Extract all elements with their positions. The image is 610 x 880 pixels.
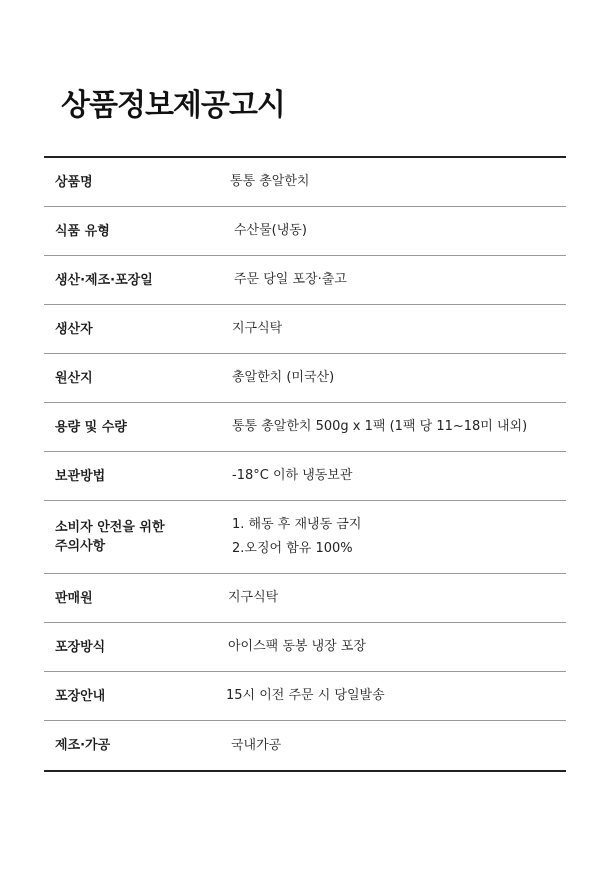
- row-value: 주문 당일 포장·출고: [234, 272, 347, 287]
- row-label: 원산지: [55, 370, 93, 386]
- row-value: 15시 이전 주문 시 당일발송: [226, 688, 385, 703]
- row-value: [219, 513, 566, 561]
- product-info-table: [44, 156, 566, 772]
- table-row-packaging: [44, 623, 566, 672]
- row-value: 국내가공: [231, 737, 282, 753]
- table-row-safety-notice: [44, 501, 566, 574]
- row-value: 지구식탁: [232, 321, 283, 336]
- row-label: 판매원: [55, 590, 93, 606]
- row-label: 보관방법: [55, 468, 106, 484]
- row-label: 생산·제조·포장일: [55, 272, 153, 288]
- row-label: 포장방식: [55, 639, 106, 655]
- table-row-shipping-guide: [44, 672, 566, 721]
- table-row-food-type: [44, 207, 566, 256]
- table-row-quantity: [44, 403, 566, 452]
- notice-line: 1. 해동 후 재냉동 금지: [232, 517, 362, 532]
- row-value: 통통 총알한치 500g x 1팩 (1팩 당 11~18미 내외): [232, 419, 528, 434]
- table-row-production-date: [44, 256, 566, 305]
- row-value: 지구식탁: [228, 590, 279, 605]
- table-row-origin: [44, 354, 566, 403]
- row-value: -18°C 이하 냉동보관: [232, 468, 353, 483]
- row-value: 통통 총알한치: [230, 174, 310, 189]
- row-label: 생산자: [55, 321, 93, 337]
- page-title: 상품정보제공고시: [61, 88, 285, 123]
- row-label-line: 소비자 안전을 위한: [55, 520, 165, 535]
- row-label: 상품명: [55, 174, 93, 190]
- row-value: 총알한치 (미국산): [232, 370, 335, 385]
- table-row-processing: [44, 721, 566, 770]
- row-label: [44, 518, 219, 556]
- table-row-storage: [44, 452, 566, 501]
- row-label: 제조·가공: [55, 738, 111, 753]
- row-label: 식품 유형: [55, 223, 110, 239]
- row-label: 포장안내: [55, 688, 106, 704]
- table-row-seller: [44, 574, 566, 623]
- row-label: 용량 및 수량: [55, 419, 127, 435]
- row-label-line: 주의사항: [55, 539, 106, 554]
- table-row-product-name: [44, 158, 566, 207]
- notice-line: 2.오징어 함유 100%: [232, 541, 353, 556]
- row-value: 아이스팩 동봉 냉장 포장: [228, 639, 366, 654]
- row-value: 수산물(냉동): [234, 223, 307, 238]
- table-row-producer: [44, 305, 566, 354]
